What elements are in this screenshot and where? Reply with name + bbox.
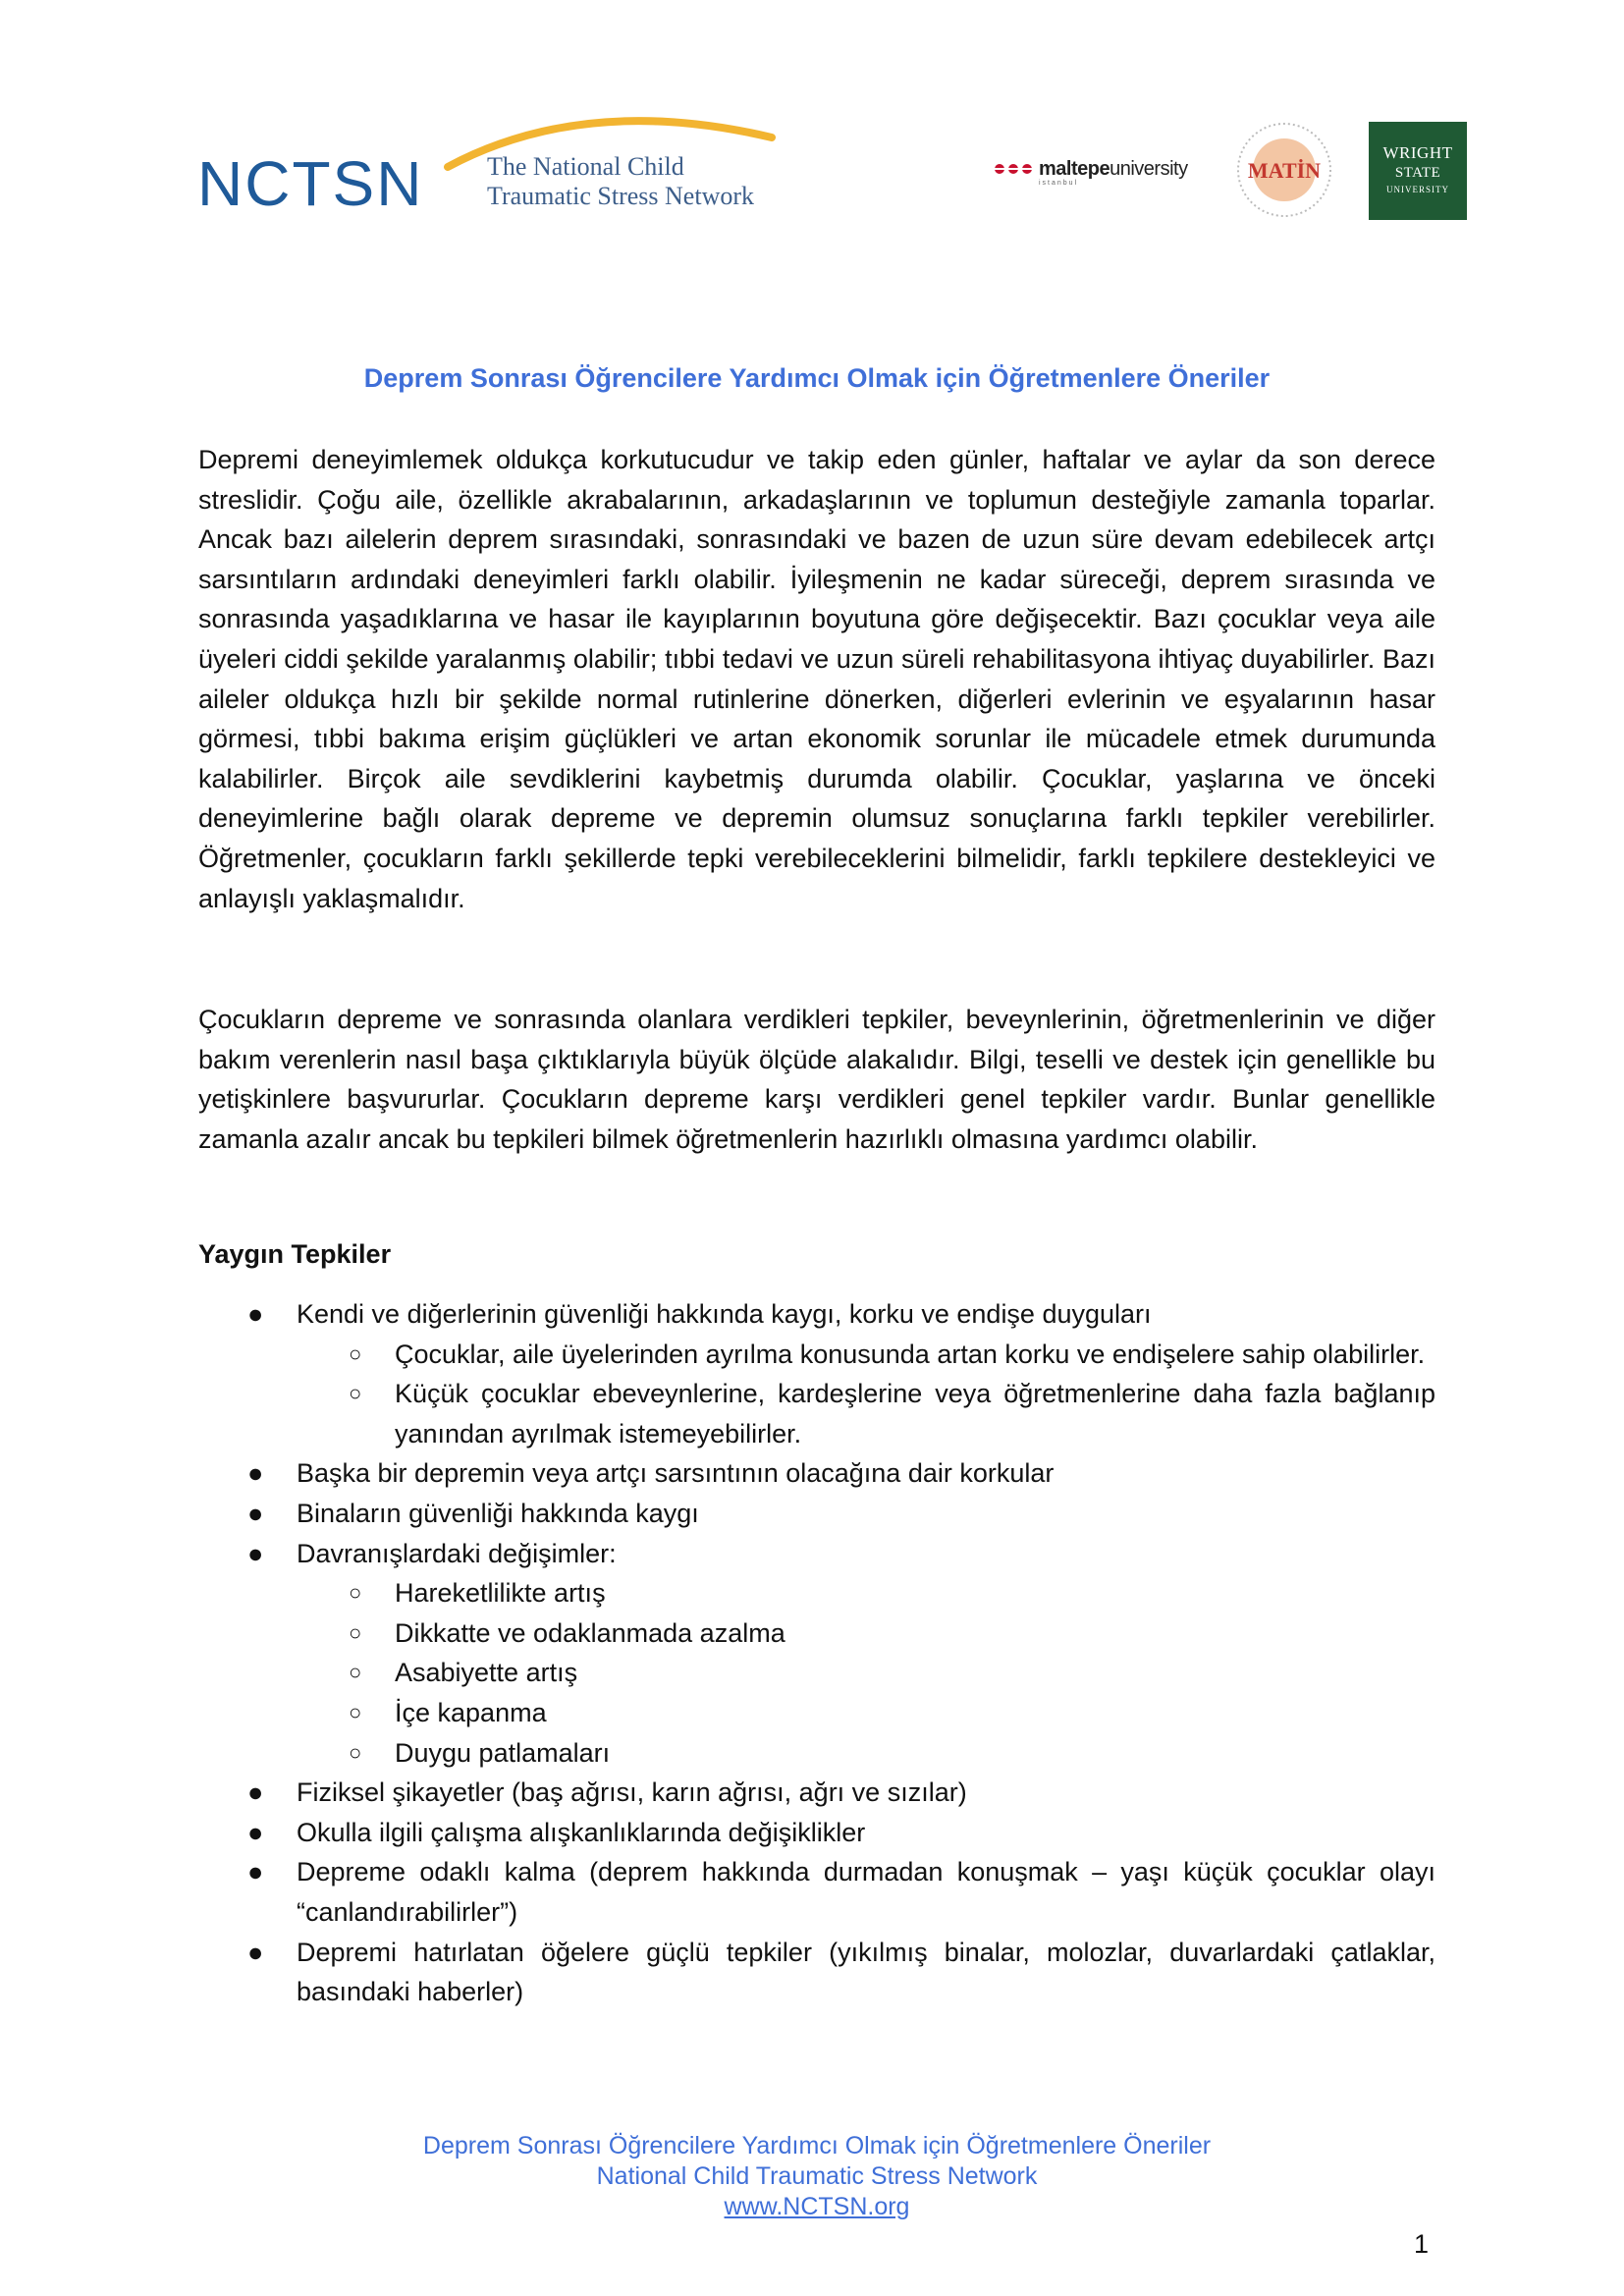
bullet-icon: ● [247, 1538, 264, 1568]
reaction-sub-item [198, 1653, 1435, 1693]
maltepe-university-logo [992, 152, 1218, 191]
reaction-item [198, 1852, 1435, 1932]
nctsn-full-name [487, 152, 754, 211]
reaction-text: Depremi hatırlatan öğelere güçlü tepkiler (yıkılmış binalar, molozlar, duvarlardaki çatlaklar, basındaki haberler) [297, 1937, 1435, 2007]
wright-line3: UNIVERSITY [1386, 185, 1449, 194]
reaction-sub-text: Çocuklar, aile üyelerinden ayrılma konusunda artan korku ve endişelere sahip olabilirler. [395, 1339, 1426, 1369]
reaction-text: Davranışlardaki değişimler: [297, 1538, 617, 1568]
reaction-item [198, 1494, 1435, 1534]
reaction-sub-item [198, 1335, 1435, 1375]
section-heading: Yaygın Tepkiler [198, 1239, 392, 1269]
document-title: Deprem Sonrası Öğrencilere Yardımcı Olmak için Öğretmenlere Öneriler [363, 363, 1271, 393]
reaction-sub-item [198, 1693, 1435, 1733]
reactions-list [198, 1294, 1435, 2012]
reaction-item [198, 1773, 1435, 1813]
page-footer [198, 2131, 1435, 2222]
bullet-icon: ● [247, 1299, 264, 1329]
reaction-text: Binaların güvenliği hakkında kaygı [297, 1498, 699, 1528]
reaction-text: Başka bir depremin veya artçı sarsıntının olacağına dair korkular [297, 1458, 1055, 1489]
reaction-item [198, 1453, 1435, 1494]
bullet-icon: ● [247, 1498, 264, 1528]
reaction-sub-item [198, 1733, 1435, 1774]
page-number: 1 [1414, 2229, 1430, 2259]
reaction-sub-text: Duygu patlamaları [395, 1737, 611, 1768]
sub-bullet-icon: ○ [349, 1739, 362, 1765]
wright-line1: WRIGHT [1382, 143, 1453, 162]
nctsn-name-line2: Traumatic Stress Network [487, 182, 755, 210]
maltepe-brand-light: university [1110, 158, 1188, 180]
sub-bullet-icon: ○ [349, 1660, 362, 1685]
reaction-text: Okulla ilgili çalışma alışkanlıklarında değişiklikler [297, 1817, 866, 1847]
reaction-sub-item [198, 1613, 1435, 1654]
nctsn-name-line1: The National Child [487, 152, 684, 181]
reaction-sub-text: Asabiyette artış [395, 1658, 578, 1688]
reaction-sub-item [198, 1573, 1435, 1613]
intro-paragraph: Depremi deneyimlemek oldukça korkutucudur ve takip eden günler, haftalar ve aylar da son derece streslidir. Çoğu aile, özellikle akrabalarının, arkadaşlarının ve toplumun desteğiyle zamanla toparlar. Ancak bazı ailelerin deprem sırasındaki, sonrasındaki ve bazen de uzun süre devam edebilecek artçı sarsıntıların ardındaki deneyimleri farklı olabilir. İyileşmenin ne kadar süreceği, deprem sırasında ve sonrasında yaşadıklarına ve hasar ile kayıplarının boyutuna göre değişecektir. Bazı çocuklar veya aile üyeleri ciddi şekilde yaralanmış olabilir; tıbbi tedavi ve uzun süreli rehabilitasyona ihtiyaç duyabilirler. Bazı aileler oldukça hızlı bir şekilde normal rutinlerine dönerken, diğerleri evlerinin ve eşyalarının hasar görmesi, tıbbi bakıma erişim güçlükleri ve artan ekonomik sorunlar ile mücadele etmek durumunda kalabilirler. Birçok aile sevdiklerini kaybetmiş durumda olabilir. Çocuklar, yaşlarına ve önceki deneyimlerine bağlı olarak depreme ve depremin olumsuz sonuçlarına farklı tepkiler verebilirler. Öğretmenler, çocukların farklı şekillerde tepki verebileceklerini bilmelidir, farklı tepkilere destekleyici ve anlayışlı yaklaşmalıdır. [198, 445, 1435, 913]
sub-bullet-icon: ○ [349, 1340, 362, 1366]
reaction-item [198, 1813, 1435, 1853]
matin-text: MATİN [1247, 158, 1322, 183]
reaction-text: Fiziksel şikayetler (baş ağrısı, karın ağrısı, ağrı ve sızılar) [297, 1777, 967, 1808]
reaction-item [198, 1294, 1435, 1335]
reaction-sub-text: Hareketlilikte artış [395, 1578, 606, 1609]
reactions-paragraph: Çocukların depreme ve sonrasında olanlara verdikleri tepkiler, beveynlerinin, öğretmenlerinin ve diğer bakım verenlerin nasıl başa çıktıklarıyla büyük ölçüde alakalıdır. Bilgi, teselli ve destek için genellikle bu yetişkinlere başvururlar. Çocukların depreme karşı verdikleri genel tepkiler vardır. Bunlar genellikle zamanla azalır ancak bu tepkileri bilmek öğretmenlerin hazırlıklı olmasına yardımcı olabilir. [198, 1005, 1435, 1154]
sub-bullet-icon: ○ [349, 1619, 362, 1645]
reaction-sub-text: İçe kapanma [395, 1697, 547, 1727]
wright-state-logo [1369, 122, 1467, 220]
bullet-icon: ● [247, 1777, 264, 1808]
maltepe-brand-bold: maltepe [1039, 158, 1110, 180]
footer-organization: National Child Traumatic Stress Network [596, 2162, 1038, 2190]
nctsn-acronym: NCTSN [197, 148, 424, 219]
bullet-icon: ● [247, 1458, 264, 1489]
bullet-icon: ● [247, 1857, 264, 1887]
maltepe-subtext: istanbul [1039, 180, 1079, 187]
reaction-item [198, 1933, 1435, 2012]
sub-bullet-icon: ○ [349, 1381, 362, 1406]
footer-title: Deprem Sonrası Öğrencilere Yardımcı Olmak için Öğretmenlere Öneriler [422, 2132, 1212, 2159]
reaction-sub-text: Dikkatte ve odaklanmada azalma [395, 1617, 785, 1648]
wright-line2: STATE [1394, 165, 1441, 181]
maltepe-mark-icon [992, 156, 1035, 182]
footer-website-link[interactable]: www.NCTSN.org [724, 2193, 910, 2220]
reaction-item [198, 1534, 1435, 1574]
bullet-icon: ● [247, 1817, 264, 1847]
nctsn-logo [192, 98, 782, 219]
maltepe-brand [1039, 158, 1188, 181]
sub-bullet-icon: ○ [349, 1580, 362, 1606]
reaction-text: Kendi ve diğerlerinin güvenliği hakkında kaygı, korku ve endişe duyguları [297, 1299, 1152, 1329]
reaction-sub-item [198, 1374, 1435, 1453]
reaction-sub-text: Küçük çocuklar ebeveynlerine, kardeşlerine veya öğretmenlerine daha fazla bağlanıp yanından ayrılmak istemeyebilirler. [395, 1379, 1435, 1449]
reaction-text: Depreme odaklı kalma (deprem hakkında durmadan konuşmak – yaşı küçük çocuklar olayı “canlandırabilirler”) [297, 1857, 1435, 1927]
sub-bullet-icon: ○ [349, 1699, 362, 1724]
bullet-icon: ● [247, 1937, 264, 1967]
matin-logo [1235, 121, 1333, 219]
